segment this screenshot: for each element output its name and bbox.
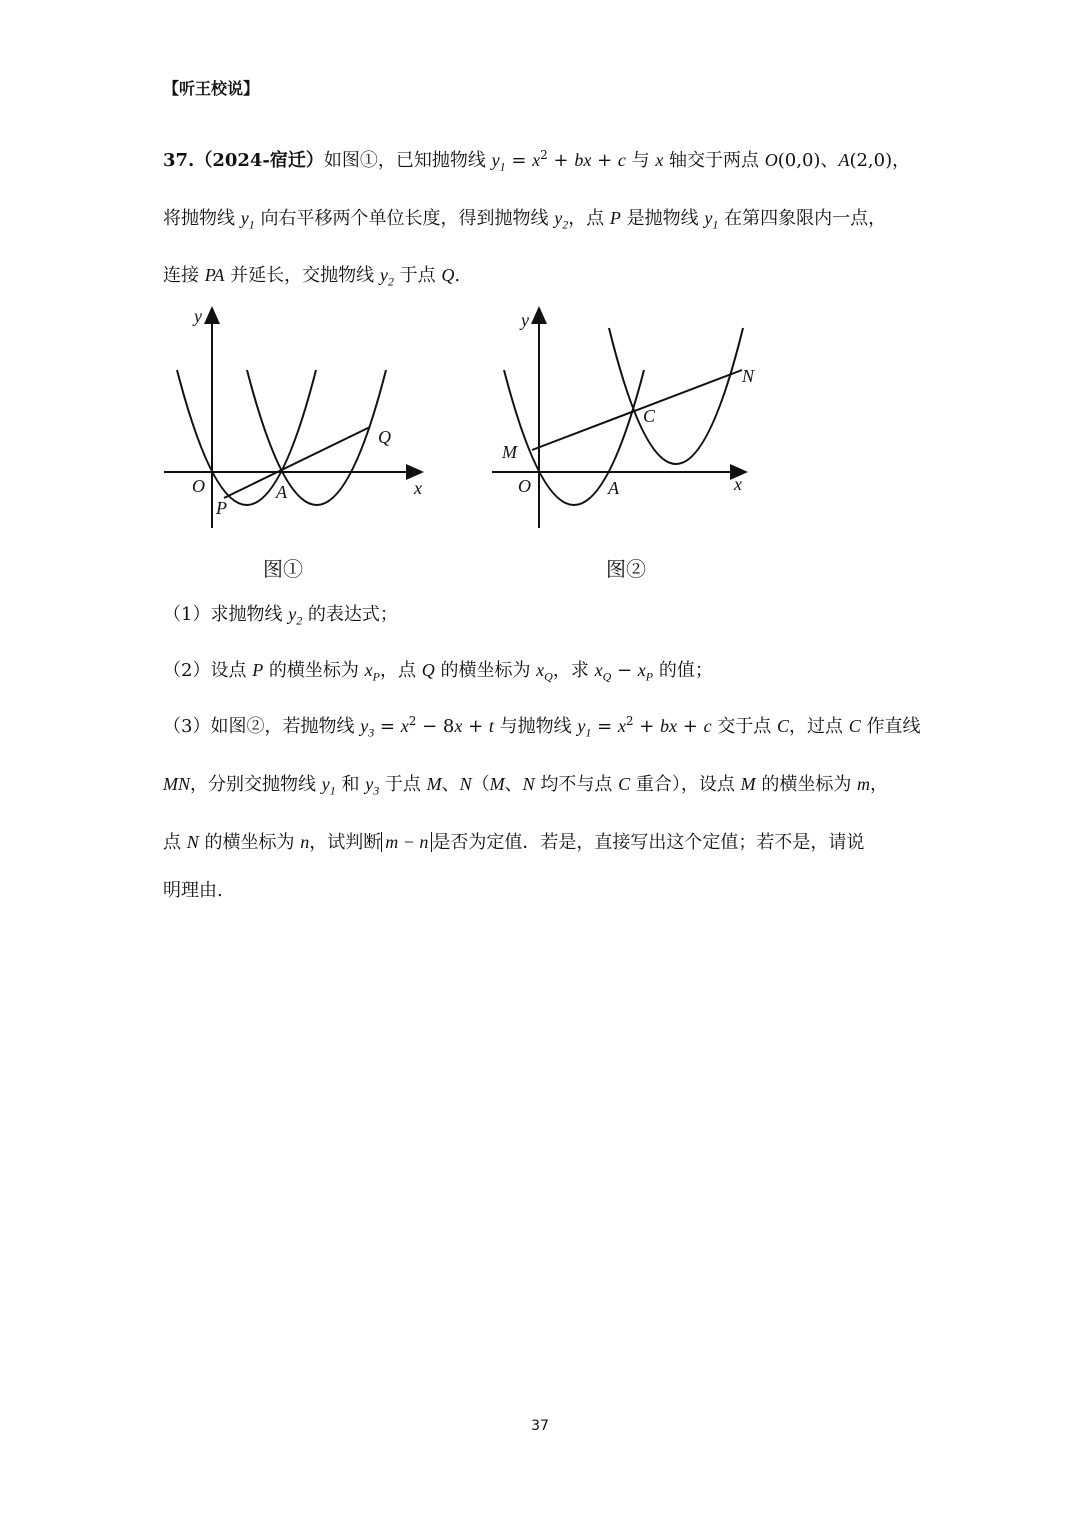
math-subscript: Q <box>602 669 612 684</box>
text-segment: 的表达式； <box>302 604 398 625</box>
math-var: N <box>186 832 199 852</box>
label-x: x <box>734 474 742 494</box>
text-segment: 、 <box>441 774 460 795</box>
math-superscript: 2 <box>408 714 417 728</box>
math-var: M <box>740 774 756 794</box>
text-segment: 将抛物线 <box>163 208 241 229</box>
math-var: PA <box>204 265 225 285</box>
text-segment: 向右平移两个单位长度，得到抛物线 <box>254 208 555 229</box>
text-segment: 并延长，交抛物线 <box>224 265 380 286</box>
text-segment: = <box>591 716 618 737</box>
text-segment: + <box>677 716 704 737</box>
label-n: N <box>742 366 755 386</box>
math-var: M <box>426 774 442 794</box>
math-abs: m − n <box>381 832 432 852</box>
math-var: C <box>618 774 631 794</box>
text-segment: 于点 <box>379 774 427 795</box>
rich-text <box>163 604 398 628</box>
math-subscript: 2 <box>387 274 394 289</box>
text-segment: 是抛物线 <box>620 208 705 229</box>
math-var: MN <box>163 774 190 794</box>
text-segment: （1）求抛物线 <box>163 604 289 625</box>
math-superscript: 2 <box>540 148 548 162</box>
text-segment: 连接 <box>163 265 205 286</box>
math-var: x <box>617 716 626 736</box>
text-segment: ，分别交抛物线 <box>190 774 322 795</box>
math-var: c <box>617 150 626 170</box>
math-var: Q <box>421 660 435 680</box>
problem-number: 37. <box>163 150 195 171</box>
math-var: t <box>488 716 494 736</box>
text-segment: 的横坐标为 <box>434 660 537 681</box>
math-superscript: 2 <box>625 714 634 728</box>
math-var: P <box>609 208 621 228</box>
problem-source: （2024-宿迁） <box>194 150 324 171</box>
line-mn <box>532 370 742 450</box>
text-segment: − <box>611 660 638 681</box>
math-subscript: P <box>372 669 380 684</box>
math-subscript: 1 <box>585 725 592 740</box>
math-var: x <box>536 660 545 680</box>
question-3-line-2 <box>163 770 888 799</box>
text-segment: + <box>547 150 575 171</box>
rich-text <box>163 714 921 740</box>
text-segment: 在第四象限内一点， <box>718 208 887 229</box>
figure-2-caption: 图② <box>606 557 646 581</box>
rich-text <box>163 880 223 901</box>
math-var: A <box>838 150 850 170</box>
problem-line-3 <box>163 261 460 290</box>
rich-text <box>163 774 889 798</box>
math-var: y <box>491 150 500 170</box>
text-segment: ， <box>870 774 889 795</box>
math-var: m <box>857 774 871 794</box>
math-var: c <box>703 716 712 736</box>
text-segment: (0,0)、 <box>777 150 839 171</box>
label-y: y <box>521 310 529 330</box>
math-var: N <box>522 774 535 794</box>
question-2 <box>163 656 713 685</box>
text-segment: + <box>591 150 618 171</box>
text-segment: − 8 <box>416 716 455 737</box>
text-segment: 轴交于两点 <box>663 150 765 171</box>
label-c: C <box>643 406 656 426</box>
text-segment: ，求 <box>552 660 595 681</box>
text-segment: + <box>462 716 489 737</box>
text-segment: 于点 <box>393 265 442 286</box>
problem-line-2 <box>163 204 886 233</box>
text-segment: (2,0)， <box>849 150 911 171</box>
text-segment: 点 <box>163 832 187 853</box>
math-var: y <box>704 208 713 228</box>
math-var: n <box>300 832 310 852</box>
text-segment: （ <box>471 774 490 795</box>
math-var: y <box>554 208 563 228</box>
figure-1-caption: 图① <box>263 557 303 581</box>
question-3-line-3 <box>163 828 864 854</box>
math-var: N <box>459 774 472 794</box>
question-1 <box>163 600 398 629</box>
text-segment: 重合），设点 <box>630 774 741 795</box>
math-var: Q <box>441 265 455 285</box>
math-subscript: 1 <box>499 159 506 174</box>
math-var: bx <box>660 716 678 736</box>
text-segment: 是否为定值．若是，直接写出这个定值；若不是，请说 <box>432 832 865 853</box>
text-segment: 的横坐标为 <box>263 660 365 681</box>
math-var: y <box>288 604 297 624</box>
text-segment: = <box>374 716 401 737</box>
text-segment: 均不与点 <box>534 774 619 795</box>
text-segment: 、 <box>504 774 523 795</box>
math-subscript: 1 <box>248 217 255 232</box>
text-segment: 的横坐标为 <box>198 832 301 853</box>
text-segment: ，试判断 <box>309 832 382 853</box>
math-subscript: Q <box>544 669 553 684</box>
math-var: y <box>365 774 374 794</box>
math-var: y <box>240 208 249 228</box>
line-pq <box>224 427 370 498</box>
label-a: A <box>608 478 619 498</box>
math-subscript: P <box>645 669 654 684</box>
math-var: x <box>655 150 664 170</box>
math-var: x <box>364 660 373 680</box>
math-var: C <box>777 716 790 736</box>
rich-text <box>163 660 713 684</box>
label-o: O <box>192 476 205 496</box>
question-3-line-1 <box>163 712 921 741</box>
math-subscript: 1 <box>329 783 336 798</box>
label-y: y <box>194 306 202 326</box>
math-subscript: 2 <box>296 613 303 628</box>
rich-text <box>323 148 911 174</box>
label-o: O <box>518 476 531 496</box>
text-segment: 与 <box>625 150 656 171</box>
math-var: x <box>637 660 646 680</box>
figure-2 <box>488 300 778 535</box>
text-segment: （2）设点 <box>163 660 253 681</box>
math-var: y <box>321 774 330 794</box>
text-segment: 如图①，已知抛物线 <box>323 150 492 171</box>
math-var: y <box>379 265 388 285</box>
math-var: x <box>532 150 541 170</box>
label-q: Q <box>378 427 391 447</box>
math-var: x <box>454 716 463 736</box>
text-segment: 与抛物线 <box>493 716 578 737</box>
text-segment: ，点 <box>568 208 610 229</box>
rich-text <box>163 265 461 289</box>
parabola-y2 <box>247 370 386 505</box>
text-segment: 明理由. <box>163 880 223 901</box>
math-var: C <box>848 716 861 736</box>
math-var: x <box>400 716 409 736</box>
text-segment: = <box>505 150 533 171</box>
math-var: O <box>764 150 778 170</box>
math-subscript: 3 <box>373 783 380 798</box>
rich-text <box>163 832 864 853</box>
text-segment: . <box>454 265 461 286</box>
text-segment: ，点 <box>379 660 422 681</box>
label-x: x <box>414 478 422 498</box>
math-subscript: 2 <box>562 217 569 232</box>
text-segment: 和 <box>335 774 366 795</box>
label-m: M <box>502 442 517 462</box>
math-var: bx <box>574 150 592 170</box>
math-var: y <box>360 716 369 736</box>
text-segment: （3）如图②，若抛物线 <box>163 716 361 737</box>
text-segment: + <box>633 716 661 737</box>
math-var: x <box>594 660 603 680</box>
text-segment: ，过点 <box>789 716 849 737</box>
label-a: A <box>276 482 287 502</box>
text-segment: 的值； <box>653 660 713 681</box>
rich-text <box>163 208 887 232</box>
figure-1 <box>160 300 440 535</box>
problem-line-1 <box>163 146 910 175</box>
label-p: P <box>216 498 227 518</box>
text-segment: 的横坐标为 <box>755 774 858 795</box>
text-segment: 交于点 <box>711 716 778 737</box>
math-subscript: 3 <box>368 725 375 740</box>
page-number: 37 <box>531 1418 549 1434</box>
math-subscript: 1 <box>712 217 719 232</box>
math-var: P <box>252 660 264 680</box>
math-var: M <box>489 774 505 794</box>
question-3-line-4 <box>163 876 223 902</box>
header-tag: 【听王校说】 <box>163 79 260 98</box>
text-segment: 作直线 <box>860 716 921 737</box>
math-var: y <box>577 716 586 736</box>
